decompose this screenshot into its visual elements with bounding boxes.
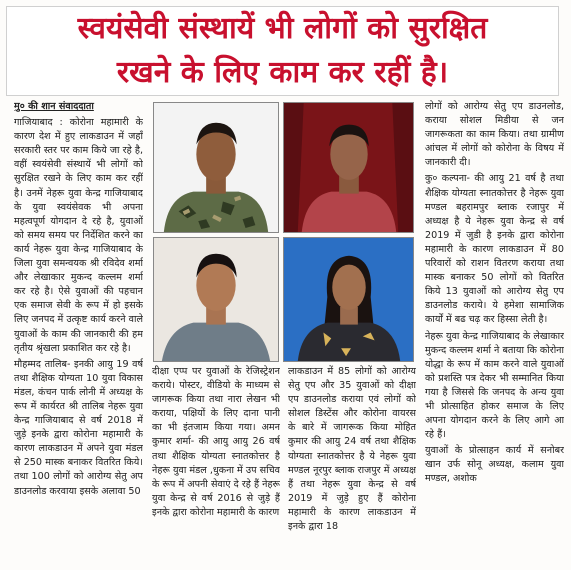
paragraph: दीक्षा एप्प पर युवाओं के रेजिस्ट्रेशन कराये। पोस्टर, वीडियो के माध्यम से जागरूक किया तथा नारा लेखन भी कराया, पक्षियों के लिए दाना पानी का भी इंतजाम किया गया। अमन कुमार शर्मा- की आयु आयु 26 वर्ष तथा शैक्षिक योग्यता स्नातकोत्तर है नेहरू युवा मंडल ,धुकना में उप सचिव के रूप में अपनी सेवाएं दे रहे हैं नेहरू युवा केन्द्र से वर्ष 2016 से जुड़े हैं इनके द्वारा कोरोना महामारी के कारण [152, 366, 280, 518]
headline-box [6, 6, 559, 96]
paragraph: नेहरू युवा केन्द्र गाजियाबाद के लेखाकार मुकन्द कल्लम शर्मा ने बताया कि कोरोना योद्धा के रूप में काम करने वाले युवाओं को प्रशस्ति पत्र देकर भी सम्मानित किया गया है जिससे कि जनपद के अन्य युवा भी प्रोत्साहित होकर समाज के लिए अपना योगदान करने के लिए आगे आ रहे हैं। [425, 330, 564, 441]
photo-young-woman-blue-background [283, 237, 414, 362]
article-column-2 [152, 365, 280, 565]
article-column-3 [288, 365, 416, 565]
paragraph: युवाओं के प्रोत्साहन कार्य में सनोबर खान उर्फ सोनू अध्यक्ष, कलाम युवा मण्डल, अशोक [425, 445, 564, 485]
paragraph: कु० कल्पना- की आयु 21 वर्ष है तथा शैक्षिक योग्यता स्नातकोत्तर है नेहरू युवा मण्डल बहरामपुर ब्लाक रजापुर में अध्यक्ष है ये नेहरू युवा केन्द्र से वर्ष 2019 में जुडी है इनके द्वारा कोरोना महामारी के कारण लाकडाउन में 80 परिवारों को राशन वितरण कराया तथा मास्क बनाकर 50 लोगों को वितरित किये 13 युवाओं को आरोग्य सेतु एप डाउनलोड कराये। ये हमेशा सामाजिक कार्यों में बढ चढ़ कर हिस्सा लेती है। [425, 173, 564, 326]
photo-man-grey-shirt [153, 237, 279, 362]
paragraph: लाकडाउन में 85 लोगों को आरोग्य सेतु एप और 35 युवाओं को दीक्षा एप डाउनलोड कराया एवं लोगों को सोशल डिस्टेंस और कोरोना वायरस के बारे में जागरूक किया मोहित कुमार की आयु 24 वर्ष तथा शैक्षिक योग्यता स्नातकोत्तर है ये नेहरू युवा मण्डल नूरपुर ब्लाक राजपुर में अध्यक्ष हैं तथा नेहरू युवा केन्द्र से वर्ष 2019 में जुड़े हुए हैं कोरोना महामारी के कारण लाकडाउन में इनके द्वारा 18 [288, 366, 416, 533]
paragraph: मौहम्मद तालिब- इनकी आयु 19 वर्ष तथा शैक्षिक योग्यता 10 युवा विकास मंडल, कंचन पार्क लोनी में अध्यक्ष के रूप में कार्यरत श्री तालिब नेहरू युवा केन्द्र गाजियाबाद से वर्ष 2018 में जुड़े इनके द्वारा कोरोना महामारी के कारण लाकडाउन में अपने युवा मंडल से 250 मास्क बनाकर वितरित किये। तथा 100 लोगों को आरोग्य सेतु अप डाउनलोड करवाया इसके अलावा 50 [14, 358, 143, 497]
byline: मु० की शान संवाददाता [14, 101, 94, 112]
headline-line-1: स्वयंसेवी संस्थायें भी लोगों को सुरक्षित [77, 11, 488, 46]
paragraph: गाजियाबाद : कोरोना महामारी के कारण देश में हुए लाकडाउन में जहाँ सरकारी स्तर पर काम किये जा रहे है, वहीं स्वयंसेवी संस्थायें भी लोगों को सुरक्षित रखने के लिए काम कर रहीं है। उनमें नेहरू युवा केन्द्र गाजियाबाद के युवा स्वयंसेवक भी अपना महत्वपूर्ण योगदान दे रहे है, युवाओं को समय समय पर निर्देशित करने का कार्य नेहरू युवा केन्द्र गाजियाबाद के जिला युवा समन्वयक श्री रविदेव शर्मा और लेखाकार मुकन्द कल्लम शर्मा कर रहे है। ऐसे युवाओं की पहचान एक समाज सेवी के रूप में हो इसके लिए जनपद में उत्कृष्ट कार्य करने वाले युवाओं के काम की जानकारी की हम तृतीय श्रृंखला प्रकाशित कर रहे है। [14, 117, 143, 354]
headline-line-2: रखने के लिए काम कर रहीं है। [116, 55, 449, 90]
article-column-1 [14, 100, 143, 566]
paragraph: लोगों को आरोग्य सेतु एप डाउनलोड, कराया सोशल मिडीया से जन जागरूकता का काम किया। तथा ग्रामीण आंचल में लोगों को कोरोना के विषय में जानकारी दी। [425, 101, 564, 169]
photo-young-man-camouflage [153, 102, 279, 233]
photo-young-man-red-curtain [283, 102, 414, 233]
article-column-4 [425, 100, 564, 566]
